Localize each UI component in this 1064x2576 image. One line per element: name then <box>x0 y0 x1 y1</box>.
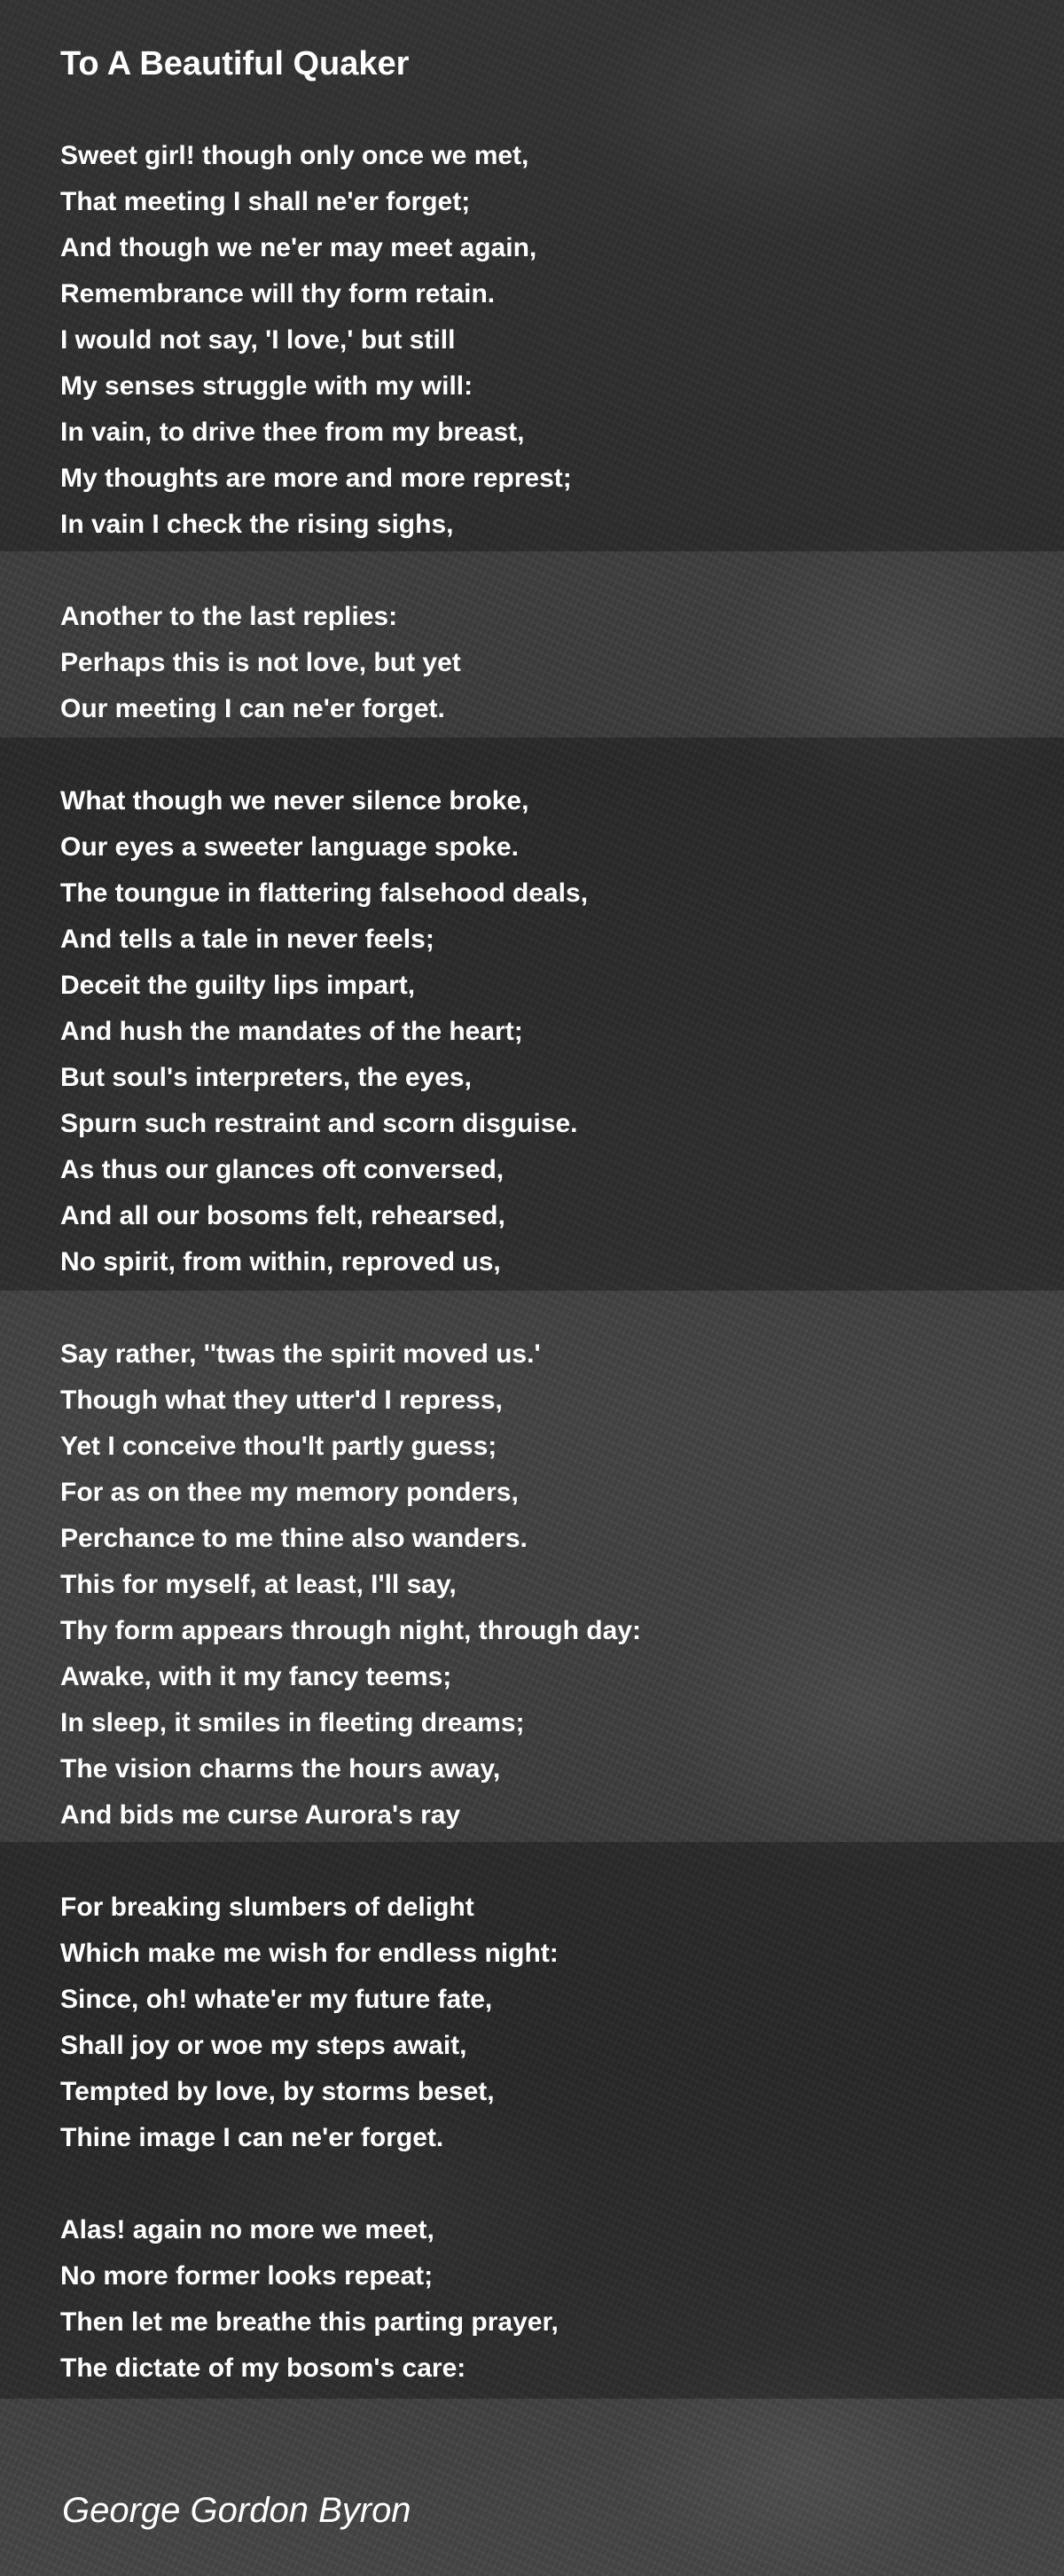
poem-line: Thine image I can ne'er forget. <box>60 2123 444 2152</box>
poem-line: Shall joy or woe my steps await, <box>60 2031 467 2060</box>
poem-line: Another to the last replies: <box>60 602 398 631</box>
poem-title: To A Beautiful Quaker <box>60 45 410 82</box>
poem-line: That meeting I shall ne'er forget; <box>60 187 471 216</box>
poem-stanza <box>60 133 1036 548</box>
poem-stanza <box>60 778 1036 1285</box>
poem-line: And all our bosoms felt, rehearsed, <box>60 1201 505 1230</box>
poem-line: No more former looks repeat; <box>60 2261 434 2291</box>
poem-line: Tempted by love, by storms beset, <box>60 2077 495 2106</box>
poem-line: And bids me curse Aurora's ray <box>60 1800 461 1830</box>
poem-line: But soul's interpreters, the eyes, <box>60 1063 472 1092</box>
poem-line: Our eyes a sweeter language spoke. <box>60 832 519 862</box>
poem-line: The dictate of my bosom's care: <box>60 2354 466 2383</box>
poem-line: Though what they utter'd I repress, <box>60 1386 503 1415</box>
poem-line: No spirit, from within, reproved us, <box>60 1247 501 1276</box>
poem-line: For as on thee my memory ponders, <box>60 1478 519 1507</box>
poem-line: Since, oh! whate'er my future fate, <box>60 1985 493 2014</box>
poem-line: As thus our glances oft conversed, <box>60 1155 505 1184</box>
poem-line: And hush the mandates of the heart; <box>60 1017 523 1046</box>
poem-line: In vain, to drive thee from my breast, <box>60 418 525 447</box>
poem-line: Perchance to me thine also wanders. <box>60 1524 528 1553</box>
poem-stanza <box>60 1331 1036 1838</box>
poem-line: The vision charms the hours away, <box>60 1754 501 1784</box>
poem-line: Alas! again no more we meet, <box>60 2215 434 2244</box>
poem-line: What though we never silence broke, <box>60 786 529 816</box>
poem-author: George Gordon Byron <box>62 2491 411 2530</box>
poem-line: My senses struggle with my will: <box>60 371 473 401</box>
poem-line: Awake, with it my fancy teems; <box>60 1662 452 1691</box>
poem-line: Say rather, ''twas the spirit moved us.' <box>60 1339 541 1369</box>
poem-line: In sleep, it smiles in fleeting dreams; <box>60 1708 525 1737</box>
poem-line: Yet I conceive thou'lt partly guess; <box>60 1432 497 1461</box>
poem-line: This for myself, at least, I'll say, <box>60 1570 457 1599</box>
poem-body <box>60 133 1036 2438</box>
poem-line: My thoughts are more and more represt; <box>60 464 572 493</box>
poem-line: In vain I check the rising sighs, <box>60 510 454 539</box>
poem-stanza <box>60 594 1036 732</box>
poem-line: Perhaps this is not love, but yet <box>60 648 461 677</box>
poem-line: The toungue in flattering falsehood deals, <box>60 878 589 908</box>
poem-line: Sweet girl! though only once we met, <box>60 141 529 170</box>
poem-line: For breaking slumbers of delight <box>60 1893 474 1922</box>
poem-line: I would not say, 'I love,' but still <box>60 325 456 355</box>
poem-line: And though we ne'er may meet again, <box>60 233 537 262</box>
poem-line: Remembrance will thy form retain. <box>60 279 496 308</box>
poem-line: Our meeting I can ne'er forget. <box>60 694 445 723</box>
poem-line: Deceit the guilty lips impart, <box>60 971 416 1000</box>
poem-stanza <box>60 1885 1036 2161</box>
poem-stanza <box>60 2207 1036 2392</box>
poem-line: And tells a tale in never feels; <box>60 925 434 954</box>
poem-line: Spurn such restraint and scorn disguise. <box>60 1109 578 1138</box>
poem-line: Then let me breathe this parting prayer, <box>60 2307 559 2337</box>
poem-line: Thy form appears through night, through day: <box>60 1616 641 1645</box>
poem-line: Which make me wish for endless night: <box>60 1939 559 1968</box>
